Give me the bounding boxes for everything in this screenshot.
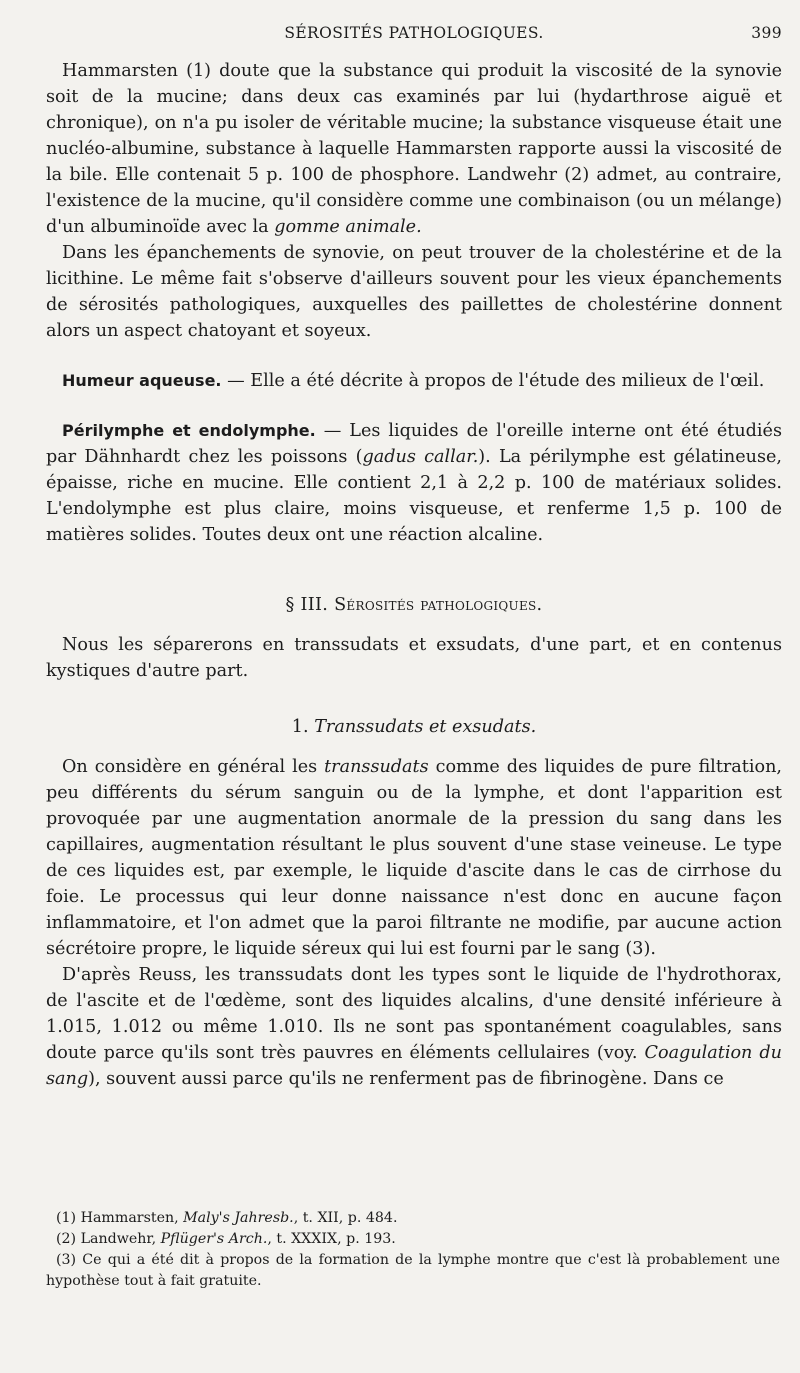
running-header [46,24,782,42]
section-mark: § III. [285,595,329,615]
section-title: Sérosités pathologiques. [334,595,543,615]
paragraph-separation: Nous les séparerons en transsudats et exsudats, d'une part, et en contenus kystiques d'autre part. [46,635,782,681]
paragraph-perilymphe: Périlymphe et endolymphe. — Les liquides de l'oreille interne ont été étudiés par Dähnhardt chez les poissons (gadus callar.). La périlymphe est gélatineuse, épaisse, riche en mucine. Elle contient 2,1 à 2,2 p. 100 de matériaux solides. L'endolymphe est plus claire, moins visqueuse, et renferme 1,5 p. 100 de matières solides. Toutes deux ont une réaction alcaline. [46,421,782,545]
footnote-3: (3) Ce qui a été dit à propos de la formation de la lymphe montre que c'est là probablement une hypothèse tout à fait gratuite. [46,1252,780,1289]
footnote-1: (1) Hammarsten, Maly's Jahresb., t. XII, p. 484. [56,1210,398,1226]
subsection-heading: 1. Transsudats et exsudats. [291,717,537,737]
term-perilymphe: Périlymphe et endolymphe. [62,421,316,440]
term-humeur-aqueuse: Humeur aqueuse. [62,371,222,390]
running-title: SÉROSITÉS PATHOLOGIQUES. [284,24,544,42]
paragraph-reuss: D'après Reuss, les transsudats dont les types sont le liquide de l'hydrothorax, de l'ascite et de l'œdème, sont des liquides alcalins, d'une densité inférieure à 1.015, 1.012 ou même 1.010. Ils ne sont pas spontanément coagulables, sans doute parce qu'ils sont très pauvres en éléments cellulaires (voy. Coagulation du sang), souvent aussi parce qu'ils ne renferment pas de fibrinogène. Dans ce [46,965,782,1089]
subsection-title: Transsudats et exsudats. [314,717,537,737]
page-number: 399 [751,24,782,42]
paragraph-hammarsten: Hammarsten (1) doute que la substance qui produit la viscosité de la synovie soit de la mucine; dans deux cas examinés par lui (hydarthrose aiguë et chronique), on n'a pu isoler de véritable mucine; la substance visqueuse était une nucléo-albumine, substance à laquelle Hammarsten rapporte aussi la viscosité de la bile. Elle contenait 5 p. 100 de phosphore. Landwehr (2) admet, au contraire, l'existence de la mucine, qu'il considère comme une combinaison (ou un mélange) d'un albuminoïde avec la gomme animale. [46,61,782,237]
section-heading [46,592,782,618]
italic-gomme-animale: gomme animale. [274,217,422,237]
footnote-2: (2) Landwehr, Pflüger's Arch., t. XXXIX, p. 193. [56,1231,396,1247]
paragraph-transsudats: On considère en général les transsudats comme des liquides de pure filtration, peu différents du sérum sanguin ou de la lymphe, et dont l'apparition est provoquée par une augmentation anormale de la pression du sang dans les capillaires, augmentation résultant le plus souvent d'une stase veineuse. Le type de ces liquides est, par exemple, le liquide d'ascite dans le cas de cirrhose du foie. Le processus qui leur donne naissance n'est donc en aucune façon inflammatoire, et l'on admet que la paroi filtrante ne modifie, par aucune action sécrétoire propre, le liquide séreux qui lui est fourni par le sang (3). [46,757,782,959]
footnotes [46,1208,780,1292]
paragraph-humeur-aqueuse: Humeur aqueuse. — Elle a été décrite à propos de l'étude des milieux de l'œil. [62,371,765,391]
paragraph-epanchements-synovie: Dans les épanchements de synovie, on peut trouver de la cholestérine et de la licithine. Le même fait s'observe d'ailleurs souvent pour les vieux épanchements de sérosités pathologiques, auxquelles des paillettes de cholestérine donnent alors un aspect chatoyant et soyeux. [46,243,782,341]
